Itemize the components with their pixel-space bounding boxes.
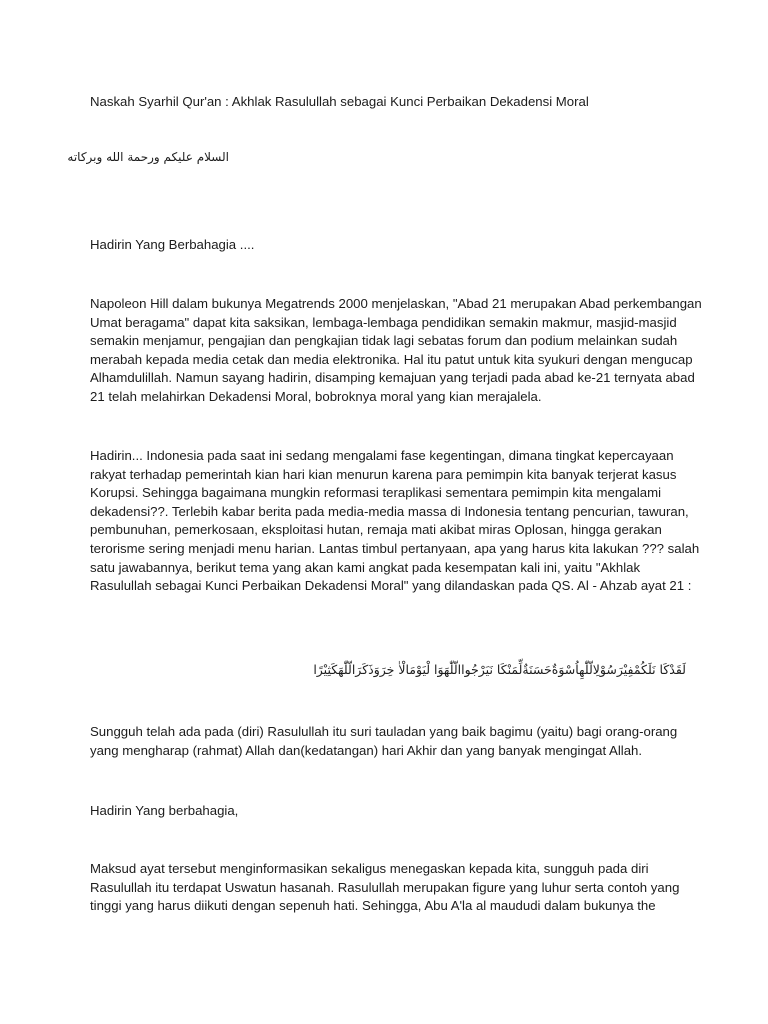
paragraph-2 [90, 447, 700, 596]
paragraph-line: dekadensi??. Terlebih kabar berita pada media-media massa di Indonesia tentang pencurian, tawuran, [90, 503, 689, 519]
paragraph-line: merabah kepada media cetak dan media elektronika. Hal itu patut untuk kita syukuri dengan mengucap [90, 351, 693, 367]
paragraph-line: Alhamdulillah. Namun sayang hadirin, disamping kemajuan yang terjadi pada abad ke-21 ternyata abad [90, 370, 695, 386]
paragraph-line: Korupsi. Sehingga bagaimana mungkin reformasi teraplikasi sementara pemimpin kita mengalami [90, 485, 662, 501]
document-title [90, 93, 690, 112]
translation-line: Sungguh telah ada pada (diri) Rasulullah itu suri tauladan yang baik bagimu (yaitu) bagi orang-orang [90, 724, 678, 739]
title-text: Naskah Syarhil Qur'an : Akhlak Rasulullah sebagai Kunci Perbaikan Dekadensi Moral [90, 94, 589, 109]
paragraph-line: Rasulullah sebagai Kunci Perbaikan Dekadensi Moral" yang dilandaskan pada QS. Al - Ahzab ayat 21 : [90, 578, 692, 594]
paragraph-line: Maksud ayat tersebut menginformasikan sekaligus menegaskan kepada kita, sungguh pada diri [90, 861, 649, 876]
greeting-1-text: Hadirin Yang Berbahagia .... [90, 237, 255, 252]
paragraph-line: pembunuhan, pemerkosaan, eksploitasi hutan, remaja mati akibat miras Oplosan, hingga gerakan [90, 522, 662, 538]
paragraph-line: 21 telah melahirkan Dekadensi Moral, bobroknya moral yang kian merajalela. [90, 388, 542, 404]
quran-verse: لَقَدْكَا نَلَكُمْفِيْرَسُوْلِالّلّٰهِاُسْوَةٌحَسَنَةٌلِّمَنْكَا نَيَرْجُواالّلّٰهَوَا لْيَوْمَالْاٰ خِرَوَذَكَرَالّلّٰهَكَثِيْرًا [313, 662, 686, 677]
paragraph-3 [90, 860, 690, 916]
paragraph-line: terorisme sering menjadi menu harian. Lantas timbul pertanyaan, apa yang harus kita lakukan ??? salah [90, 540, 700, 556]
salam-greeting: السلام عليكم ورحمة الله وبركاته [67, 150, 229, 164]
greeting-2 [90, 802, 690, 821]
paragraph-line: Hadirin... Indonesia pada saat ini sedang mengalami fase kegentingan, dimana tingkat kepercayaan [90, 448, 674, 463]
paragraph-1 [90, 295, 702, 407]
verse-translation [90, 723, 690, 760]
greeting-2-text: Hadirin Yang berbahagia, [90, 803, 239, 818]
greeting-1 [90, 236, 690, 255]
paragraph-line: satu jawabannya, berikut tema yang akan kami angkat pada kesempatan kali ini, yaitu "Akhlak [90, 559, 641, 575]
paragraph-line: Napoleon Hill dalam bukunya Megatrends 2000 menjelaskan, "Abad 21 merupakan Abad perkembangan [90, 296, 702, 311]
paragraph-line: Umat beragama" dapat kita saksikan, lembaga-lembaga pendidikan semakin makmur, masjid-masjid [90, 314, 677, 330]
paragraph-line: rakyat terhadap pemerintah kian hari kian menurun karena para pemimpin kita banyak terjerat kasus [90, 466, 677, 482]
paragraph-line: Rasulullah itu terdapat Uswatun hasanah. Rasulullah merupakan figure yang luhur serta contoh yang [90, 879, 680, 895]
translation-line: yang mengharap (rahmat) Allah dan(kedatangan) hari Akhir dan yang banyak mengingat Allah. [90, 742, 643, 758]
paragraph-line: tinggi yang harus diikuti dengan sepenuh hati. Sehingga, Abu A'la al maududi dalam bukunya the [90, 898, 656, 914]
paragraph-line: semakin menjamur, pengajian dan pengkajian tidak lagi sebatas forum dan podium melainkan sudah [90, 333, 678, 349]
